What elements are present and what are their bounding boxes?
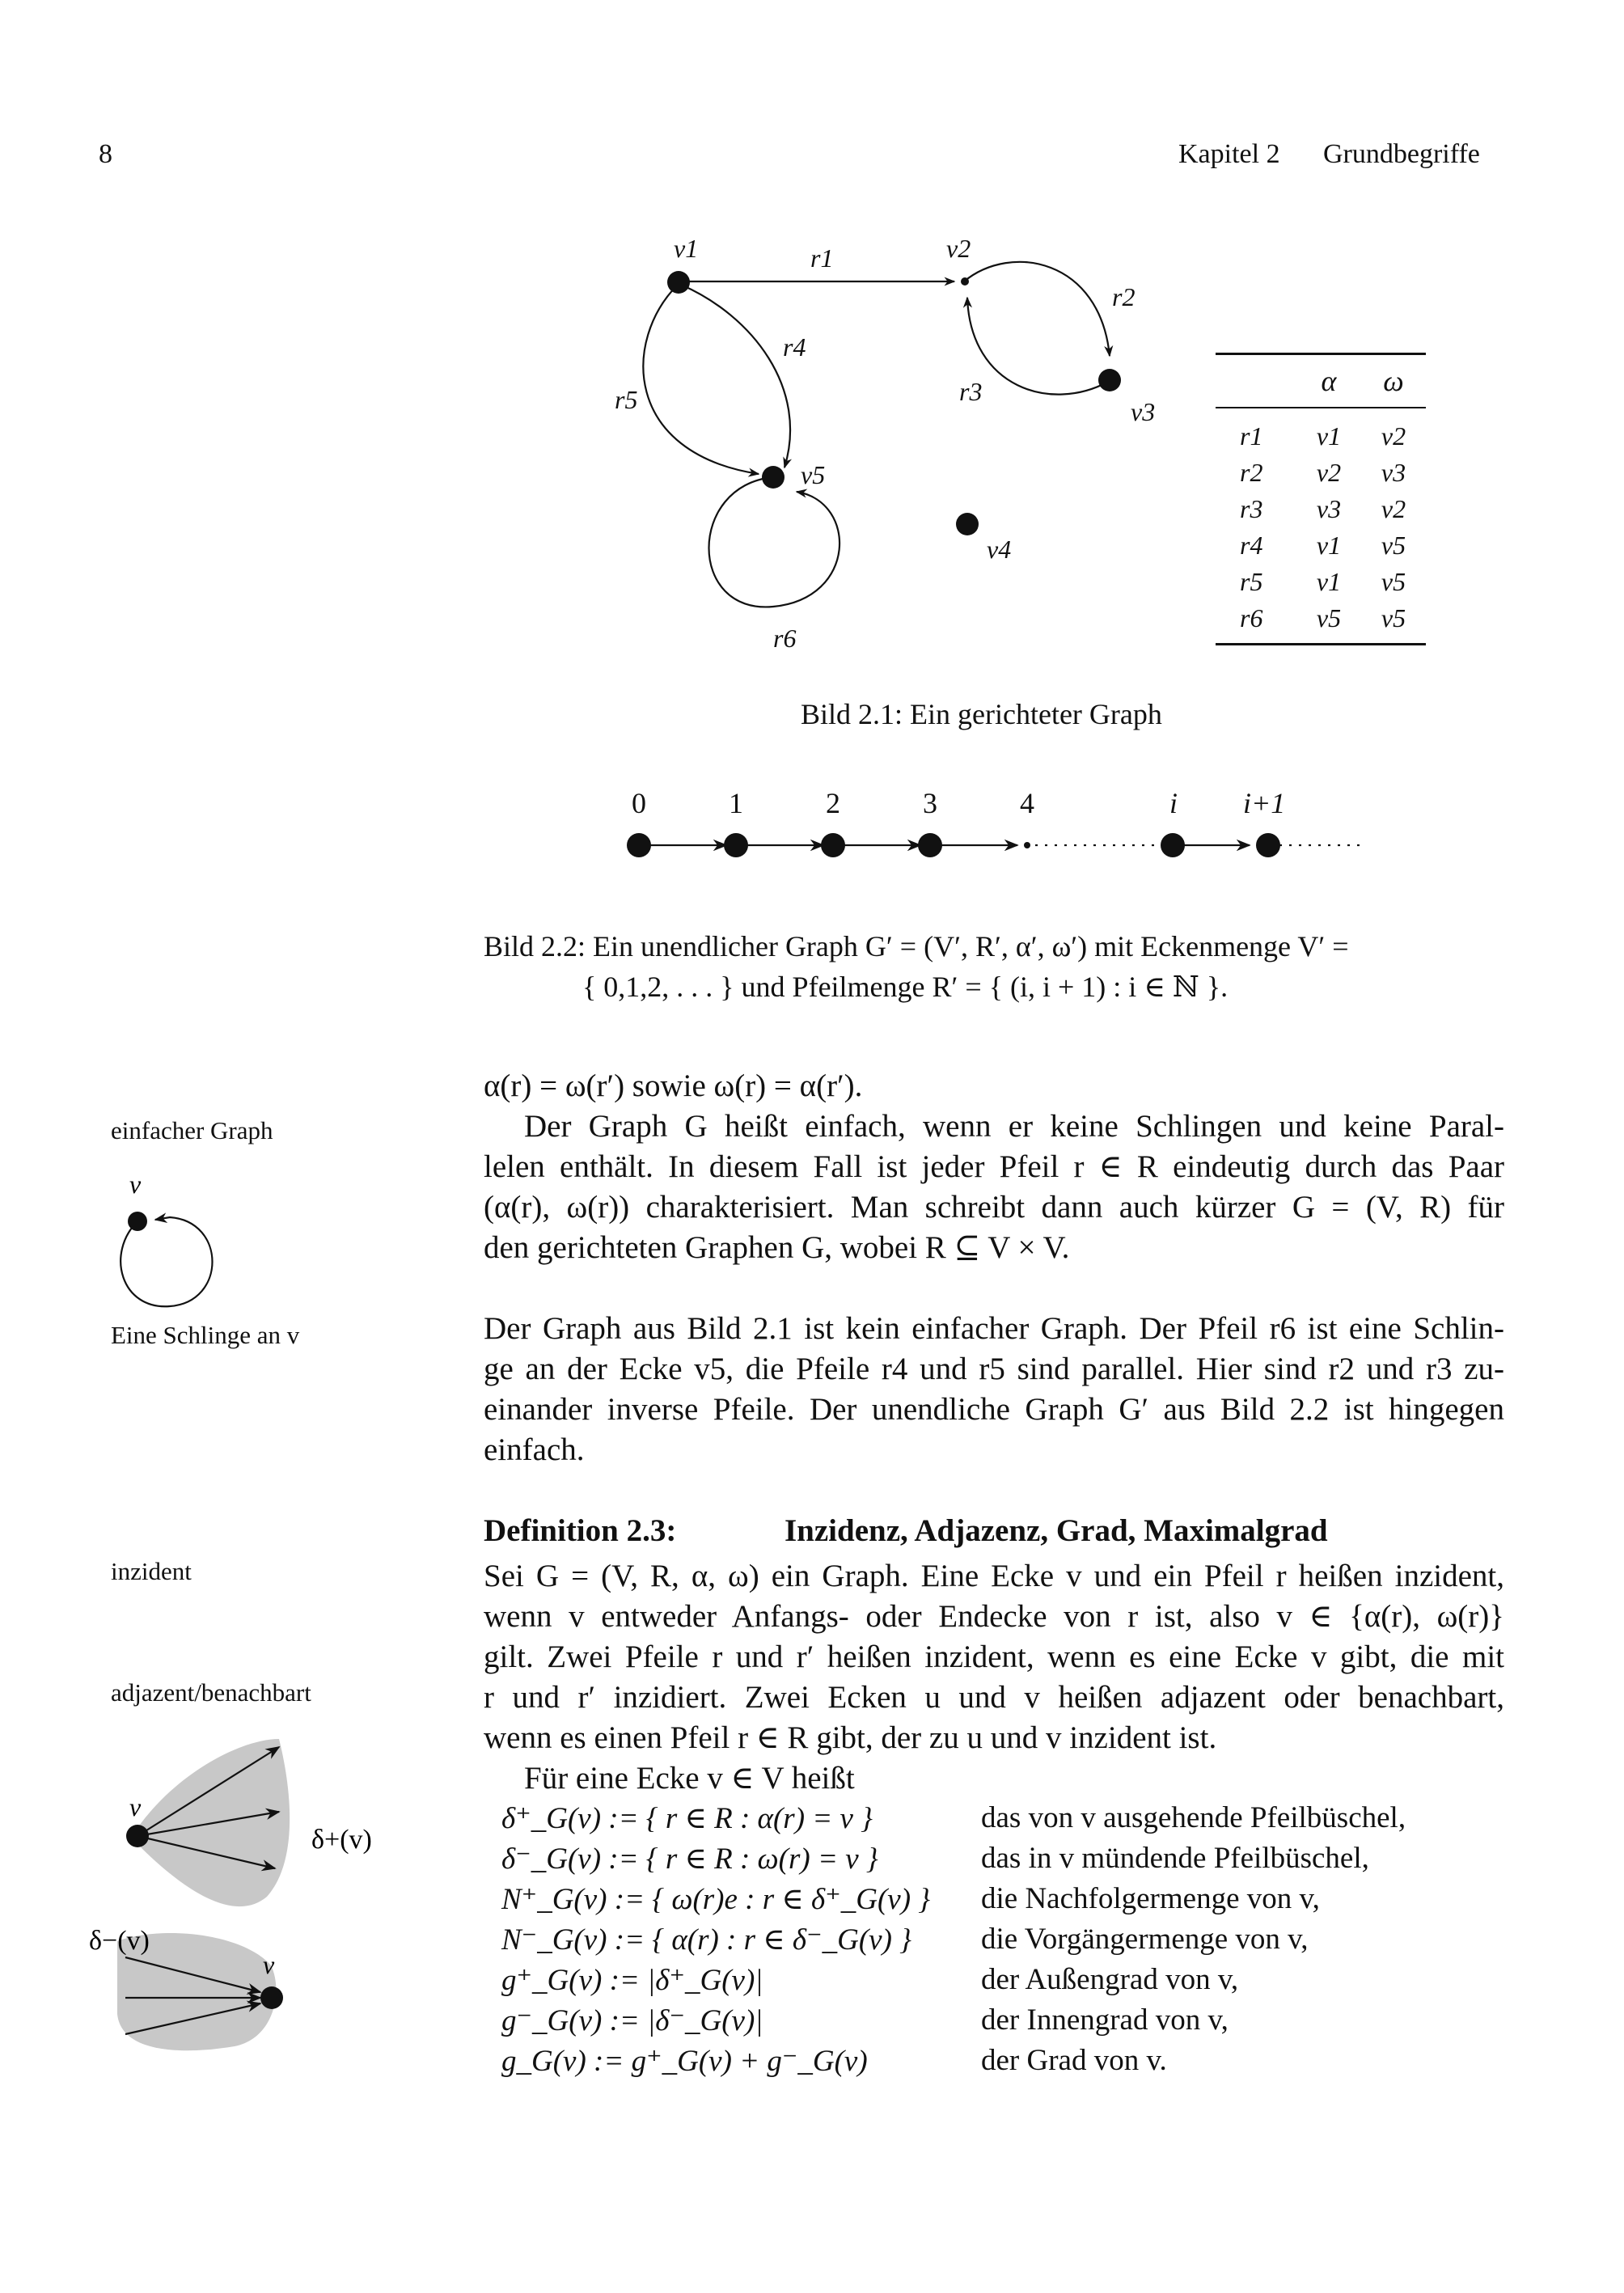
- margin-adjacent: adjazent/benachbart: [111, 1678, 311, 1707]
- label-v1: v1: [674, 234, 699, 263]
- margin-simple-graph: einfacher Graph: [111, 1116, 273, 1144]
- vertex-v3: [1098, 369, 1121, 391]
- definition-meaning: der Grad von v.: [981, 2044, 1167, 2077]
- table-cell: v5: [1316, 603, 1342, 632]
- for-vertex-line: Für eine Ecke v ∈ V heißt: [524, 1761, 855, 1796]
- path-label-0: 0: [632, 787, 646, 819]
- vertex-v2: [961, 277, 969, 286]
- margin-loop-caption: Eine Schlinge an v: [111, 1321, 300, 1349]
- paragraph-line: r und r′ inzidiert. Zwei Ecken u und v heißen adjazent oder benachbart,: [484, 1680, 1504, 1715]
- paragraph-line: ge an der Ecke v5, die Pfeile r4 und r5 sind parallel. Hier sind r2 und r3 zu-: [484, 1352, 1504, 1386]
- edge-r5: [643, 285, 759, 474]
- table-row: [1216, 455, 1426, 491]
- table-row: [1216, 527, 1426, 564]
- table-cell: v2: [1381, 421, 1406, 451]
- table-cell: v2: [1316, 458, 1342, 487]
- table-cell: r2: [1240, 458, 1263, 487]
- table-cell: v3: [1316, 494, 1342, 523]
- paragraph-line: lelen enthält. In diesem Fall ist jeder Pfeil r ∈ R eindeutig durch das Paar: [484, 1149, 1504, 1184]
- path-label-2: 2: [826, 787, 840, 819]
- table-cell: v5: [1381, 567, 1406, 596]
- table-row: [1216, 564, 1426, 600]
- label-v5: v5: [801, 460, 826, 489]
- loop-diagram: [105, 1165, 243, 1326]
- figure-2-2-caption-line2: { 0,1,2, . . . } und Pfeilmenge R′ = { (i, i + 1) : i ∈ ℕ }.: [582, 971, 1229, 1003]
- edge-r3: [967, 298, 1108, 395]
- paragraph-line: den gerichteten Graphen G, wobei R ⊆ V × V.: [484, 1230, 1070, 1265]
- label-r2: r2: [1112, 282, 1136, 311]
- label-r1: r1: [810, 243, 834, 273]
- definition-formula: g⁻_G(v) := |δ⁻_G(v)|: [501, 2004, 763, 2037]
- edge-r4: [681, 285, 790, 467]
- vertex-v1: [667, 271, 690, 294]
- label-v2: v2: [946, 234, 971, 263]
- paragraph-line: Der Graph aus Bild 2.1 ist kein einfacher Graph. Der Pfeil r6 ist eine Schlin-: [484, 1311, 1504, 1346]
- path-label-i1: i+1: [1243, 787, 1286, 819]
- table-cell: r6: [1240, 603, 1263, 632]
- paragraph-definition: [484, 1556, 1504, 1758]
- margin-incident: inzident: [111, 1557, 192, 1585]
- figure-2-2-graph: [0, 776, 1624, 874]
- out-star-label: δ+(v): [311, 1825, 372, 1855]
- pfeilbuschel-diagram: [81, 1723, 404, 2071]
- edge-r6: [709, 477, 840, 607]
- definition-formula: g_G(v) := g⁺_G(v) + g⁻_G(v): [501, 2045, 868, 2078]
- path-label-1: 1: [729, 787, 743, 819]
- paragraph-line: Der Graph G heißt einfach, wenn er keine Schlingen und keine Paral-: [524, 1109, 1504, 1144]
- definition-title: Inzidenz, Adjazenz, Grad, Maximalgrad: [785, 1513, 1328, 1548]
- vertex-v4: [956, 513, 979, 535]
- vertex-v5: [762, 466, 785, 489]
- page-number: 8: [99, 139, 112, 169]
- table-cell: r3: [1240, 494, 1263, 523]
- definition-meaning: die Vorgängermenge von v,: [981, 1923, 1309, 1956]
- table-cell: v1: [1316, 421, 1342, 451]
- label-v4: v4: [987, 535, 1012, 564]
- label-v3: v3: [1131, 397, 1156, 426]
- paragraph-line: wenn es einen Pfeil r ∈ R gibt, der zu u und v inzident ist.: [484, 1720, 1217, 1755]
- table-cell: v5: [1381, 603, 1406, 632]
- table-cell: v1: [1316, 567, 1342, 596]
- table-cell: r4: [1240, 531, 1263, 560]
- paragraph-einfach: [484, 1106, 1504, 1268]
- in-star-label: δ−(v): [89, 1926, 150, 1956]
- path-label-i: i: [1169, 787, 1178, 819]
- definition-meaning: der Innengrad von v,: [981, 2003, 1229, 2037]
- label-r4: r4: [783, 332, 806, 362]
- definition-formula: N⁺_G(v) := { ω(r)e : r ∈ δ⁺_G(v) }: [501, 1883, 931, 1916]
- label-r6: r6: [773, 624, 797, 653]
- definition-formula: N⁻_G(v) := { α(r) : r ∈ δ⁻_G(v) }: [501, 1923, 911, 1957]
- label-r5: r5: [615, 385, 638, 414]
- definition-meaning: das in v mündende Pfeilbüschel,: [981, 1842, 1369, 1875]
- figure-2-2-caption-line1: Bild 2.2: Ein unendlicher Graph G′ = (V′, R′, α′, ω′) mit Eckenmenge V′ =: [484, 930, 1349, 962]
- table-row: [1216, 418, 1426, 455]
- paragraph-line: einander inverse Pfeile. Der unendliche Graph G′ aus Bild 2.2 ist hingegen: [484, 1392, 1504, 1427]
- label-r3: r3: [959, 377, 983, 406]
- table-cell: v3: [1381, 458, 1406, 487]
- table-cell: v5: [1381, 531, 1406, 560]
- table-header-alpha: α: [1321, 365, 1337, 397]
- path-label-4: 4: [1020, 787, 1034, 819]
- table-cell: r1: [1240, 421, 1263, 451]
- table-row: [1216, 491, 1426, 527]
- in-vertex-label: v: [263, 1950, 275, 1979]
- paragraph-line: einfach.: [484, 1432, 585, 1467]
- paragraph-line: gilt. Zwei Pfeile r und r′ heißen inzident, wenn es eine Ecke v gibt, die mit: [484, 1639, 1504, 1674]
- definition-label: Definition 2.3:: [484, 1513, 677, 1548]
- paragraph-line: Sei G = (V, R, α, ω) ein Graph. Eine Ecke v und ein Pfeil r heißen inzident,: [484, 1559, 1504, 1593]
- table-cell: r5: [1240, 567, 1263, 596]
- definition-meaning: das von v ausgehende Pfeilbüschel,: [981, 1801, 1406, 1834]
- definition-meaning: der Außengrad von v,: [981, 1963, 1239, 1996]
- table-cell: v2: [1381, 494, 1406, 523]
- formula-alpha-omega: α(r) = ω(r′) sowie ω(r) = α(r′).: [484, 1068, 863, 1103]
- edge-r2: [964, 262, 1110, 356]
- definition-meaning: die Nachfolgermenge von v,: [981, 1882, 1320, 1915]
- paragraph-line: wenn v entweder Anfangs- oder Endecke von r ist, also v ∈ {α(r), ω(r)}: [484, 1599, 1504, 1634]
- table-cell: v1: [1316, 531, 1342, 560]
- running-head-chapter: Kapitel 2: [1178, 139, 1280, 169]
- table-header-omega: ω: [1383, 365, 1404, 397]
- running-head-title: Grundbegriffe: [1323, 139, 1480, 169]
- path-label-3: 3: [923, 787, 937, 819]
- definition-formula: δ⁺_G(v) := { r ∈ R : α(r) = v }: [501, 1802, 873, 1835]
- definition-formula: δ⁻_G(v) := { r ∈ R : ω(r) = v }: [501, 1842, 878, 1876]
- paragraph-bild-2-1: [484, 1309, 1504, 1470]
- figure-2-1-caption: Bild 2.1: Ein gerichteter Graph: [801, 698, 1162, 730]
- definition-formula: g⁺_G(v) := |δ⁺_G(v)|: [501, 1964, 763, 1997]
- paragraph-line: (α(r), ω(r)) charakterisiert. Man schreibt dann auch kürzer G = (V, R) für: [484, 1190, 1504, 1225]
- alpha-omega-table: [1216, 353, 1426, 645]
- out-vertex-label: v: [129, 1792, 142, 1821]
- table-row: [1216, 600, 1426, 637]
- loop-vertex-label: v: [129, 1170, 142, 1199]
